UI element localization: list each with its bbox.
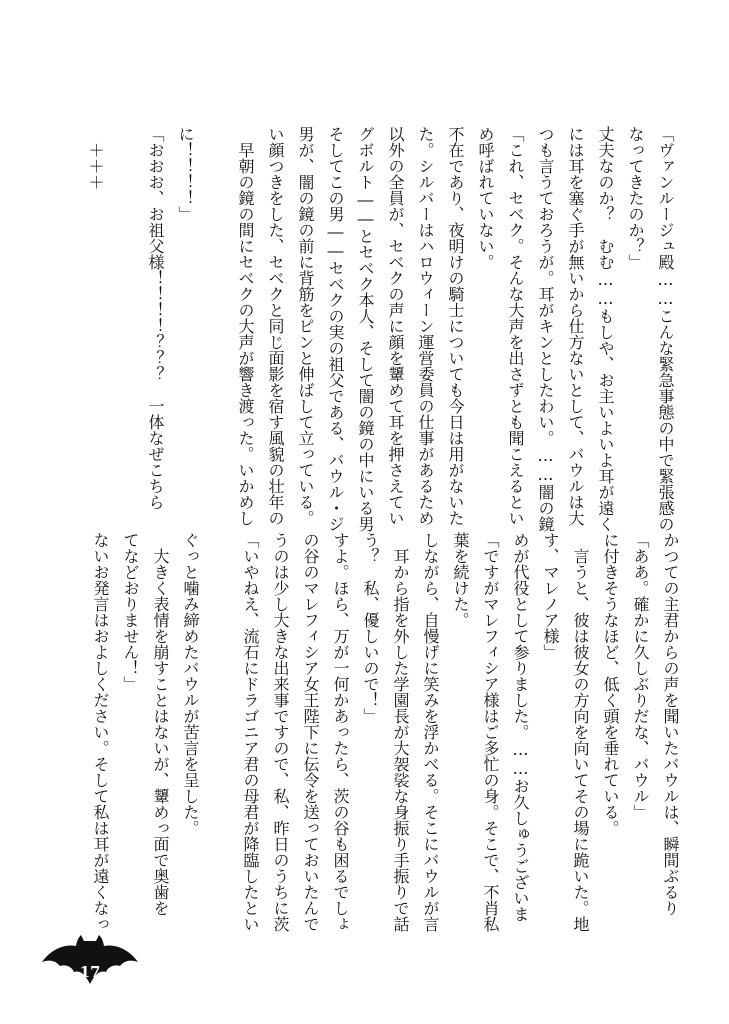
text-line: ぐっと噛み締めたバウルが苦言を呈した。 bbox=[181, 532, 200, 836]
text-line bbox=[200, 126, 230, 506]
text-line: めが代役として参りました。……お久しゅうございま bbox=[511, 532, 530, 922]
text-line: 言うと、彼は彼女の方向を向いてその場に跪いた。地 bbox=[571, 532, 590, 932]
body-text-bottom bbox=[85, 532, 685, 932]
text-line: 「これ、セベク。そんな大声を出さずとも聞こえるとい bbox=[506, 126, 525, 526]
text-line: に付きそうなほど、低く頭を垂れている。 bbox=[601, 532, 620, 836]
text-line: 男が、闇の鏡の前に背筋をピンと伸ばして立っている。 bbox=[296, 126, 315, 526]
text-line: 大きく表情を崩すことはないが、顰めっ面で奥歯を bbox=[151, 532, 170, 916]
text-line: い顔つきをした、セベクと同じ面影を宿す風貌の壮年の bbox=[266, 126, 285, 526]
text-line: た。シルバーはハロウィーン運営委員の仕事があるため bbox=[416, 126, 435, 526]
text-line: すよ。ほら、万が一何かあったら、茨の谷も困るでしょ bbox=[331, 532, 350, 932]
text-line bbox=[205, 532, 235, 932]
text-line: ないお発言はおよしください。そして私は耳が遠くなっ bbox=[91, 532, 110, 932]
text-line: かつての主君からの声を聞いたバウルは、瞬間ぶるり bbox=[661, 532, 680, 916]
text-line: 早朝の鏡の間にセベクの大声が響き渡った。いかめし bbox=[236, 126, 255, 526]
page-number: 17 bbox=[79, 963, 101, 981]
text-line: 「いやねえ、流石にドラゴニア君の母君が降臨したとい bbox=[241, 532, 260, 932]
text-line: 耳から指を外した学園長が大袈裟な身振り手振りで話 bbox=[391, 532, 410, 932]
text-line bbox=[110, 126, 140, 506]
text-line: め呼ばれていない。 bbox=[476, 126, 495, 270]
text-line: 「ああ。確かに久しぶりだな、バウル」 bbox=[631, 532, 650, 820]
text-line: しながら、自慢げに笑みを浮かべる。そこにバウルが言 bbox=[421, 532, 440, 932]
bat-icon bbox=[40, 930, 140, 990]
text-line: の谷のマレフィシア女王陛下に伝令を送っておいたんで bbox=[301, 532, 320, 932]
body-text-top bbox=[80, 126, 680, 532]
text-line: 丈夫なのか？ むむ……もしや、お主いよいよ耳が遠く bbox=[596, 126, 615, 532]
text-line: 葉を続けた。 bbox=[451, 532, 470, 628]
text-line: ＋＋＋ bbox=[86, 126, 105, 190]
text-line: に！！！！」 bbox=[176, 126, 195, 222]
text-line: そしてこの男――セベクの実の祖父である、バウル・ジ bbox=[326, 126, 345, 532]
text-line: グボルト――とセベク本人、そして闇の鏡の中にいる男 bbox=[356, 126, 375, 532]
text-line: てなどおりません！」 bbox=[121, 532, 140, 692]
text-line: 「ですがマレフィシア様はご多忙の身。そこで、不肖私 bbox=[481, 532, 500, 932]
text-line: う？ 私、優しいので！」 bbox=[361, 532, 380, 724]
text-line: 不在であり、夜明けの騎士についても今日は用がないた bbox=[446, 126, 465, 526]
text-line: 以外の全員が、セベクの声に顔を顰めて耳を押さえてい bbox=[386, 126, 405, 526]
text-line: つも言うておろうが。耳がキンとしたわい。……闇の鏡 bbox=[536, 126, 555, 532]
text-line: 「ヴァンルージュ殿……こんな緊急事態の中で緊張感の bbox=[656, 126, 675, 532]
text-line: うのは少し大きな出来事ですので、私、昨日のうちに茨 bbox=[271, 532, 290, 932]
text-line: 「おおお、お祖父様！！！！？？？ 一体なぜこちら bbox=[146, 126, 165, 510]
text-line: す、マレノア様」 bbox=[541, 532, 560, 660]
text-line: には耳を塞ぐ手が無いから仕方ないとして、バウルは大 bbox=[566, 126, 585, 526]
text-line: なってきたのか？」 bbox=[626, 126, 645, 270]
